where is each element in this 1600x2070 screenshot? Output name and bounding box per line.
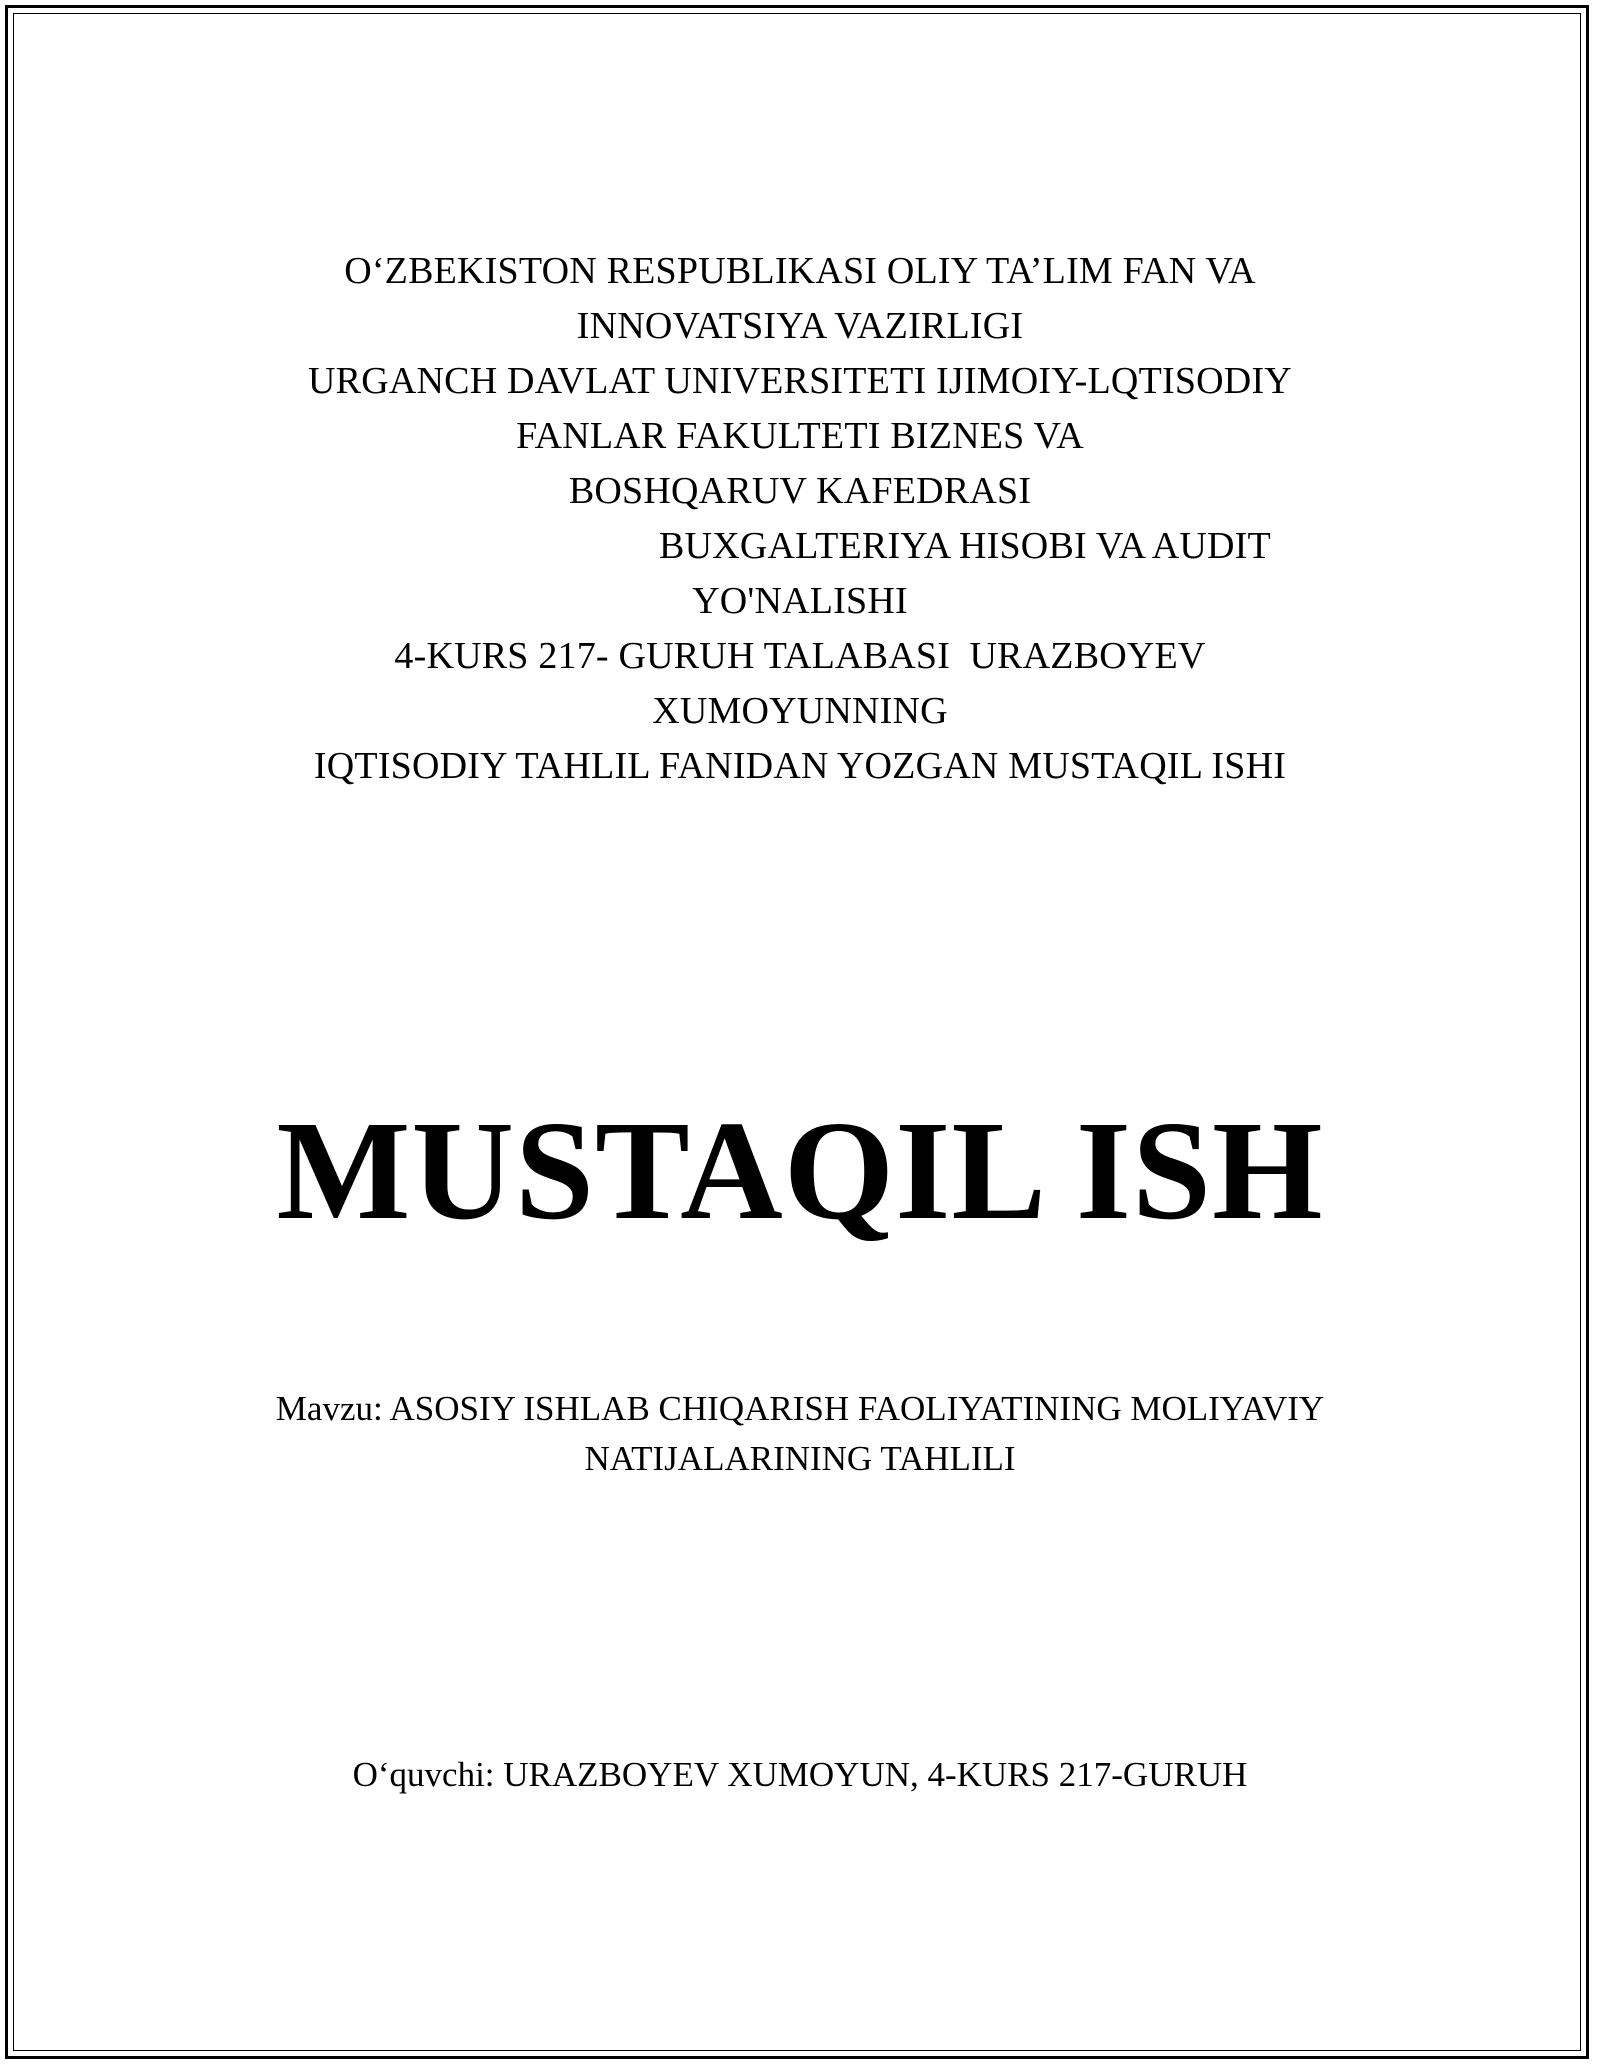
topic-line-2: NATIJALARINING TAHLILI (584, 1439, 1016, 1478)
header-line-subject: IQTISODIY TAHLIL FANIDAN YOZGAN MUSTAQIL ISHI (313, 745, 1287, 787)
header-line-direction: YO'NALISHI (692, 580, 908, 622)
header-line-student-group: 4-KURS 217- GURUH TALABASI URAZBOYEV (394, 635, 1206, 677)
header-line-university: URGANCH DAVLAT UNIVERSITETI IJIMOIY-LQTISODIY (308, 360, 1292, 402)
header-line-student-name: XUMOYUNNING (652, 690, 948, 732)
header-line-specialty: BUXGALTERIYA HISOBI VA AUDIT (659, 525, 1271, 567)
document-title: MUSTAQIL ISH (276, 1091, 1324, 1249)
header-line-ministry-1: O‘ZBEKISTON RESPUBLIKASI OLIY TA’LIM FAN VA (344, 250, 1256, 292)
student-info: O‘quvchi: URAZBOYEV XUMOYUN, 4-KURS 217-GURUH (352, 1755, 1248, 1794)
topic-block (0, 1384, 1600, 1484)
header-line-department: BOSHQARUV KAFEDRASI (568, 470, 1032, 512)
header-line-ministry-2: INNOVATSIYA VAZIRLIGI (576, 305, 1024, 347)
header-line-faculty: FANLAR FAKULTETI BIZNES VA (516, 415, 1084, 457)
institution-header (0, 244, 1600, 794)
topic-line-1: Mavzu: ASOSIY ISHLAB CHIQARISH FAOLIYATINING MOLIYAVIY (275, 1389, 1325, 1428)
